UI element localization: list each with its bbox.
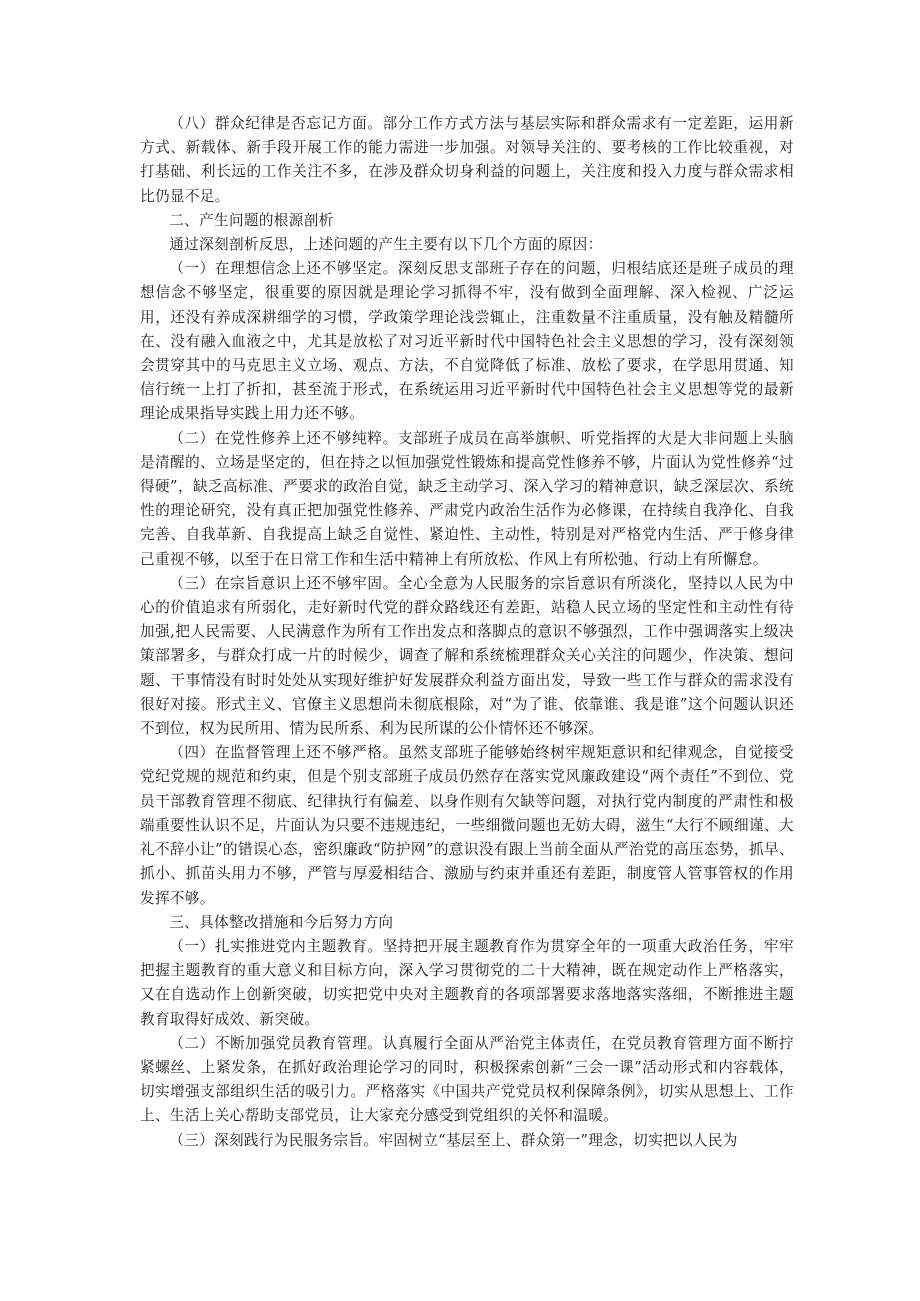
paragraph-cause-4: （四）在监督管理上还不够严格。虽然支部班子能够始终树牢规矩意识和纪律观念，自觉接受党纪党规的规范和约束，但是个别支部班子成员仍然存在落实党风廉政建设“两个责任”不到位、党员干部教育管理不彻底、纪律执行有偏差、以身作则有欠缺等问题，对执行党内制度的严肃性和极端重要性认识不足，片面认为只要不违规违纪，一些细微问题也无妨大碍，滋生“大行不顾细谨、大礼不辞小让”的错误心态，密织廉政“防护网”的意识没有跟上当前全面从严治党的高压态势，抓早、抓小、抓苗头用力不够，严管与厚爱相结合、激励与约束并重还有差距，制度管人管事管权的作用发挥不够。 <box>140 744 794 907</box>
document-page <box>140 112 794 1153</box>
section-heading-root-causes: 二、产生问题的根源剖析 <box>169 211 334 229</box>
paragraph-discipline-8: （八）群众纪律是否忘记方面。部分工作方式方法与基层实际和群众需求有一定差距，运用新方式、新载体、新手段开展工作的能力需进一步加强。对领导关注的、要考核的工作比较重视，对打基础、利长远的工作关注不多，在涉及群众切身利益的问题上，关注度和投入力度与群众需求相比仍显不足。 <box>140 115 794 205</box>
paragraph-cause-1: （一）在理想信念上还不够坚定。深刻反思支部班子存在的问题，归根结底还是班子成员的理想信念不够坚定，很重要的原因就是理论学习抓得不牢，没有做到全面理解、深入检视、广泛运用，还没有养成深耕细学的习惯，学政策学理论浅尝辄止，注重数量不注重质量，没有触及精髓所在、没有融入血液之中，尤其是放松了对习近平新时代中国特色社会主义思想的学习，没有深刻领会贯穿其中的马克思主义立场、观点、方法，不自觉降低了标准、放松了要求，在学思用贯通、知信行统一上打了折扣，甚至流于形式，在系统运用习近平新时代中国特色社会主义思想等党的最新理论成果指导实践上用力还不够。 <box>140 260 794 423</box>
paragraph-measure-3: （三）深刻践行为民服务宗旨。牢固树立“基层至上、群众第一”理念，切实把以人民为 <box>169 1131 738 1149</box>
paragraph-cause-2: （二）在党性修养上还不够纯粹。支部班子成员在高举旗帜、听党指挥的大是大非问题上头脑是清醒的、立场是坚定的，但在持之以恒加强党性锻炼和提高党性修养不够，片面认为党性修养“过得硬”，缺乏高标准、严要求的政治自觉，缺乏主动学习、深入学习的精神意识，缺乏深层次、系统性的理论研究，没有真正把加强党性修养、严肃党内政治生活作为必修课，在持续自我净化、自我完善、自我革新、自我提高上缺乏自觉性、紧迫性、主动性，特别是对严格党内生活、严于修身律己重视不够，以至于在日常工作和生活中精神上有所放松、作风上有所松弛、行动上有所懈怠。 <box>140 429 794 568</box>
paragraph-measure-2: （二）不断加强党员教育管理。认真履行全面从严治党主体责任，在党员教育管理方面不断拧紧螺丝、上紧发条，在抓好政治理论学习的同时，积极探索创新“三会一课”活动形式和内容载体，切实增强支部组织生活的吸引力。严格落实《中国共产党党员权利保障条例》，切实从思想上、工作上、生活上关心帮助支部党员，让大家充分感受到党组织的关怀和温暖。 <box>140 1034 794 1125</box>
intro-line-causes: 通过深刻剖析反思，上述问题的产生主要有以下几个方面的原因： <box>169 236 603 254</box>
paragraph-measure-1: （一）扎实推进党内主题教育。坚持把开展主题教育作为贯穿全年的一项重大政治任务，牢牢把握主题教育的重大意义和目标方向，深入学习贯彻党的二十大精神，既在规定动作上严格落实，又在自选动作上创新突破，切实把党中央对主题教育的各项部署要求落地落实落细，不断推进主题教育取得好成效、新突破。 <box>140 937 794 1028</box>
paragraph-cause-3: （三）在宗旨意识上还不够牢固。全心全意为人民服务的宗旨意识有所淡化，坚持以人民为中心的价值追求有所弱化，走好新时代党的群众路线还有差距，站稳人民立场的坚定性和主动性有待加强,把人民需要、人民满意作为所有工作出发点和落脚点的意识不够强烈，工作中强调落实上级决策部署多，与群众打成一片的时候少，调查了解和系统梳理群众关心关注的问题少，作决策、想问题、干事情没有时时处处从实现好维护好发展群众利益方面出发，导致一些工作与群众的需求没有很好对接。形式主义、官僚主义思想尚未彻底根除，对“为了谁、依靠谁、我是谁”这个问题认识还不到位，权为民所用、情为民所系、利为民所谋的公仆情怀还不够深。 <box>140 574 794 738</box>
section-heading-measures: 三、具体整改措施和今后努力方向 <box>169 913 394 931</box>
